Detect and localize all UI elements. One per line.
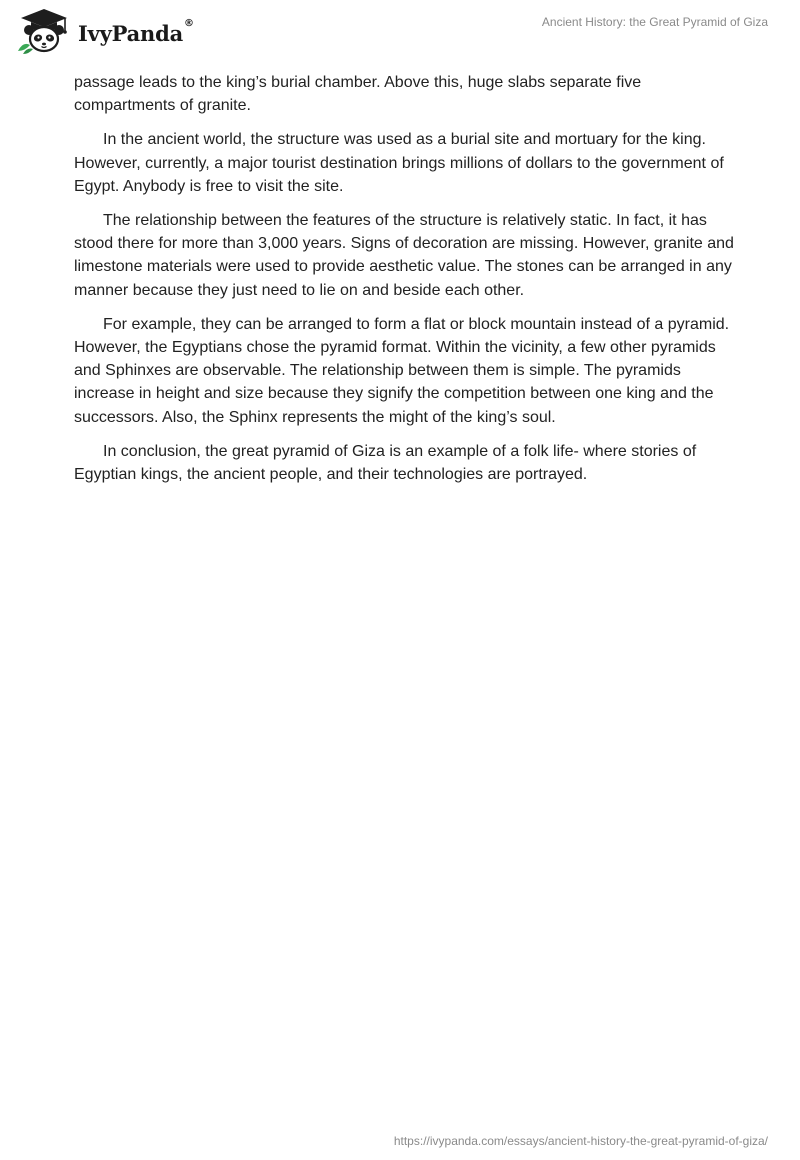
panda-graduate-icon: [15, 7, 73, 55]
paragraph: The relationship between the features of the structure is relatively static. In fact, it has stood there for more than 3,000 years. Signs of decoration are missing. However, granite and limestone materials were used to provide aesthetic value. The stones can be arranged in any manner because they just need to lie on and beside each other.: [74, 212, 734, 299]
brand-logo[interactable]: [15, 7, 194, 55]
registered-mark: ®: [184, 17, 194, 29]
essay-body: [74, 71, 734, 497]
paragraph: In conclusion, the great pyramid of Giza is an example of a folk life- where stories of Egyptian kings, the ancient people, and their technologies are portrayed.: [74, 442, 697, 484]
page-header: [0, 0, 800, 66]
brand-name: IvyPanda®: [78, 17, 194, 46]
source-url-link[interactable]: https://ivypanda.com/essays/ancient-history-the-great-pyramid-of-giza/: [393, 1134, 768, 1148]
paragraph: passage leads to the king’s burial chamber. Above this, huge slabs separate five compartments of granite.: [74, 74, 642, 115]
paragraph: For example, they can be arranged to form a flat or block mountain instead of a pyramid. However, the Egyptians chose the pyramid format. Within the vicinity, a few other pyramids and Sphinxes are observable. The relationship between them is simple. The pyramids increase in height and size because they signify the competition between one king and the successors. Also, the Sphinx represents the might of the king’s soul.: [74, 315, 730, 426]
paragraph: In the ancient world, the structure was used as a burial site and mortuary for the king. However, currently, a major tourist destination brings millions of dollars to the government of Egypt. Anybody is free to visit the site.: [74, 131, 724, 195]
running-title: Ancient History: the Great Pyramid of Giza: [541, 15, 768, 29]
